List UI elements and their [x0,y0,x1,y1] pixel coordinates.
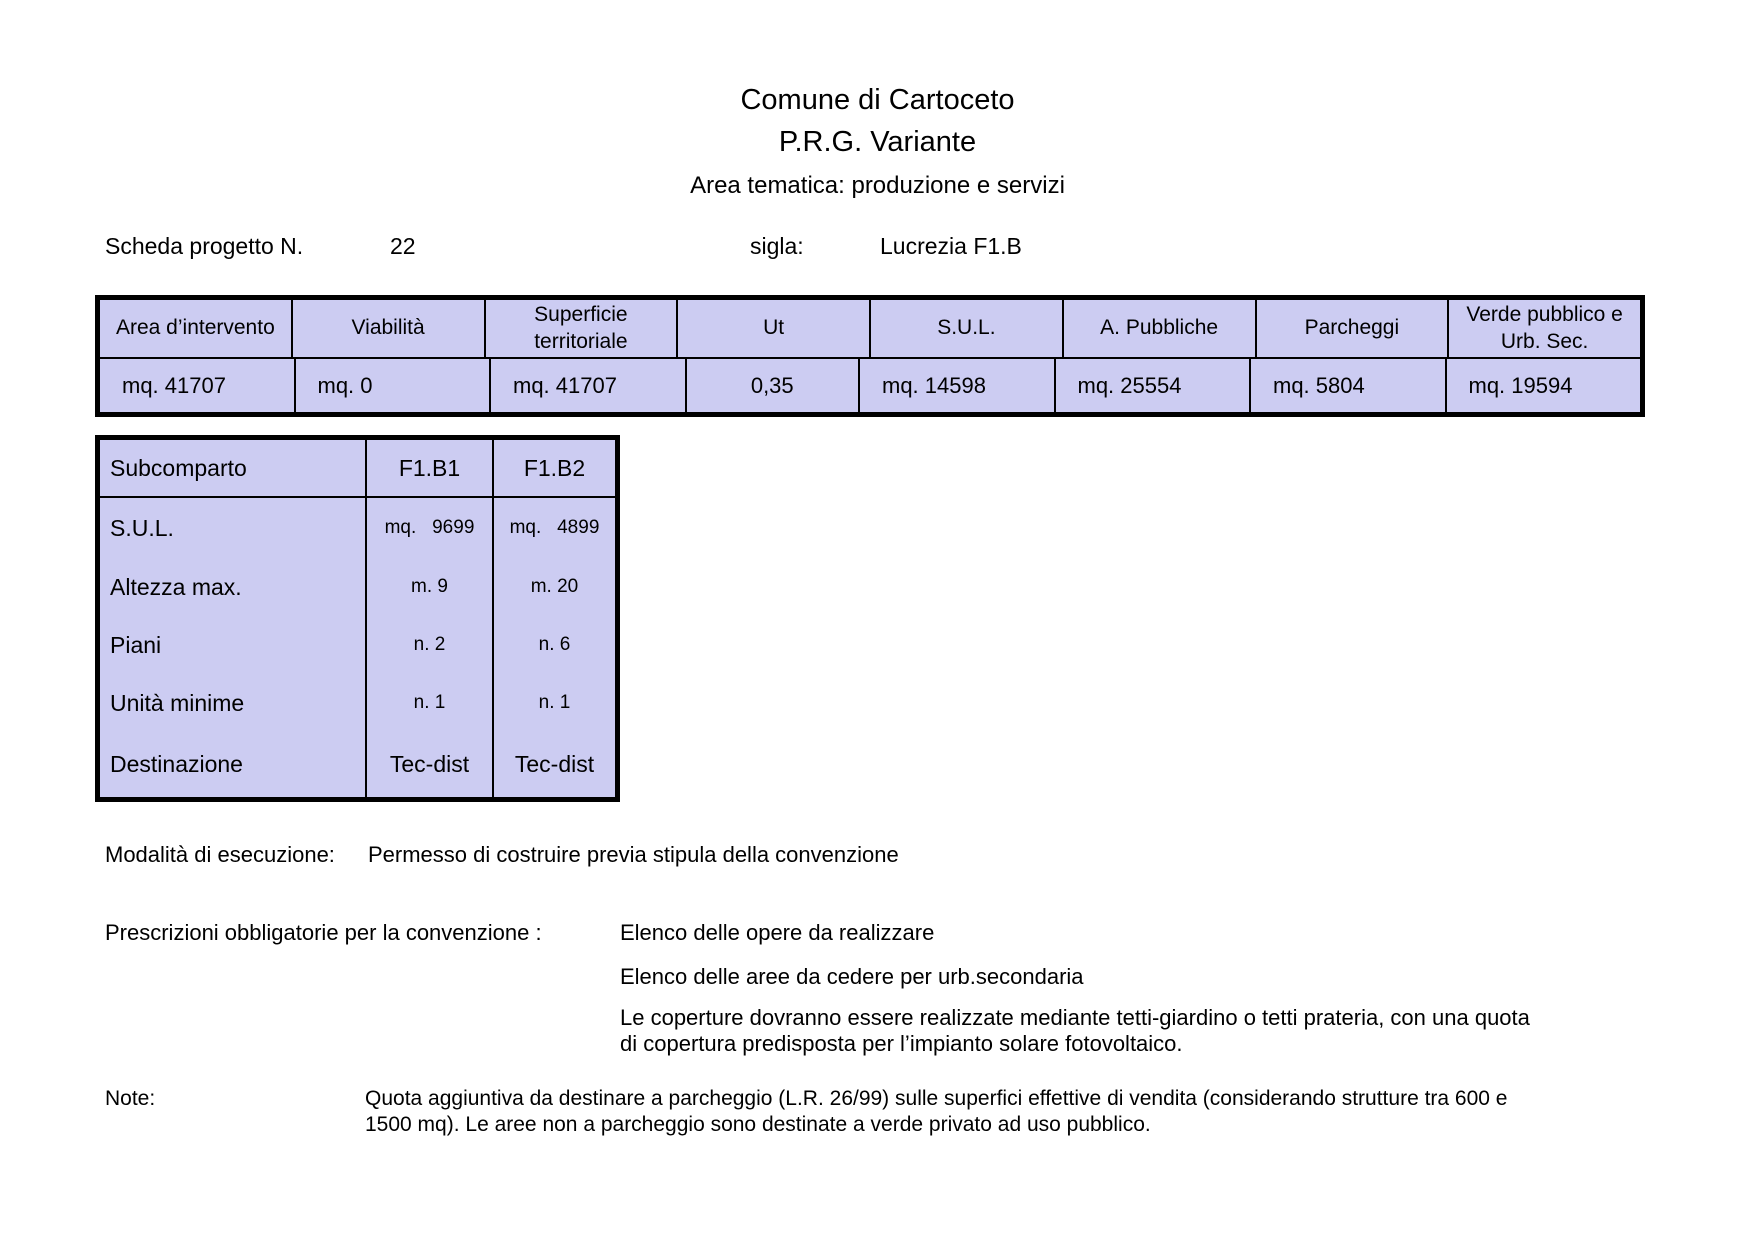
value-a-pubbliche: mq. 25554 [1054,359,1250,412]
note-text-line2: 1500 mq). Le aree non a parcheggio sono destinate a verde privato ad uso pubblico. [365,1113,1151,1136]
prescrizioni-label: Prescrizioni obbligatorie per la convenzione : [105,920,542,945]
document-title: Comune di Cartoceto [740,84,1015,116]
prescrizioni-item-coperture [620,1005,1530,1057]
subcomparto-table [95,435,620,802]
subcomparto-title: Subcomparto [110,454,247,481]
row-unita-minime-f1b1: n. 1 [413,692,446,713]
header-ut: Ut [676,300,869,357]
sigla-value: Lucrezia F1.B [880,233,1022,259]
parameters-table [95,295,1645,417]
note-text [365,1086,1507,1138]
prescrizioni-item-coperture-line2: di copertura predisposta per l’impianto solare fotovoltaico. [620,1031,1183,1056]
row-altezza-f1b2: m. 20 [530,576,579,597]
row-unita-minime-f1b2: n. 1 [538,692,571,713]
row-unita-minime [100,674,615,732]
prescrizioni-item-opere: Elenco delle opere da realizzare [620,920,935,945]
value-ut: 0,35 [685,359,859,412]
header-area-intervento: Area d’intervento [115,316,275,340]
document-subtitle-prg: P.R.G. Variante [778,126,977,158]
row-altezza-label: Altezza max. [110,573,242,600]
row-unita-minime-label: Unità minime [110,689,245,716]
row-piani-f1b1: n. 2 [413,634,446,655]
prescrizioni-item-aree: Elenco delle aree da cedere per urb.secondaria [620,964,1084,989]
note-label: Note: [105,1087,156,1110]
row-sul-f1b1: mq. 9699 [384,517,475,538]
row-altezza [100,558,615,616]
area-tematica-line: Area tematica: produzione e servizi [690,172,1065,199]
subcomparto-header-row [100,440,615,498]
header-parcheggi: Parcheggi [1255,300,1448,357]
parameters-table-header-row [100,300,1640,357]
row-sul-f1b2: mq. 4899 [509,517,600,538]
header-a-pubbliche: A. Pubbliche [1062,300,1255,357]
row-destinazione-f1b1: Tec-dist [389,751,470,777]
subcomparto-col-f1b2: F1.B2 [492,440,615,496]
modalita-label: Modalità di esecuzione: [105,842,335,867]
row-sul [100,498,615,558]
value-sul: mq. 14598 [858,359,1054,412]
parameters-table-value-row [100,357,1640,412]
prescrizioni-item-coperture-line1: Le coperture dovranno essere realizzate mediante tetti-giardino o tetti prateria, con una quota [620,1005,1530,1030]
row-piani-label: Piani [110,631,162,658]
scheda-progetto-label: Scheda progetto N. [105,233,304,259]
row-piani [100,616,615,674]
row-destinazione-label: Destinazione [110,751,243,777]
row-destinazione [100,732,615,797]
value-parcheggi: mq. 5804 [1249,359,1445,412]
value-verde-pubblico: mq. 19594 [1445,359,1641,412]
subcomparto-col-f1b1: F1.B1 [365,440,492,496]
value-viabilita: mq. 0 [294,359,490,412]
header-sul: S.U.L. [869,300,1062,357]
sigla-label: sigla: [750,233,804,259]
header-verde-pubblico: Verde pubblico e Urb. Sec. [1447,300,1640,357]
modalita-value: Permesso di costruire previa stipula della convenzione [368,842,899,867]
row-sul-label: S.U.L. [110,514,174,541]
row-altezza-f1b1: m. 9 [411,576,448,597]
header-superficie: Superficie territoriale [484,300,677,357]
row-destinazione-f1b2: Tec-dist [514,751,595,777]
value-area-intervento: mq. 41707 [122,372,226,398]
header-viabilita: Viabilità [291,300,484,357]
note-text-line1: Quota aggiuntiva da destinare a parcheggio (L.R. 26/99) sulle superfici effettive di vendita (considerando strutture tra 600 e [365,1087,1508,1110]
scheda-progetto-number: 22 [390,233,416,259]
value-superficie: mq. 41707 [489,359,685,412]
row-piani-f1b2: n. 6 [538,634,571,655]
